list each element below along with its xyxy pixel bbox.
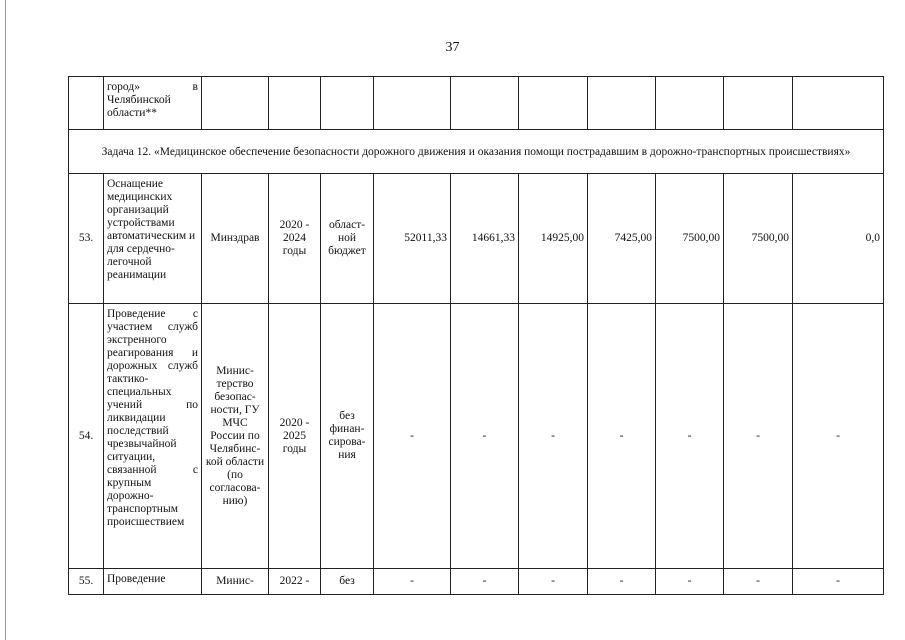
cell-source: без финан-сирова-ния xyxy=(321,304,374,569)
cell-value: - xyxy=(374,304,451,569)
cell-value xyxy=(793,77,884,130)
cell-source: без xyxy=(321,569,374,595)
cell-value: 7500,00 xyxy=(656,174,724,304)
cell-value: - xyxy=(724,569,793,595)
cell-value: - xyxy=(793,304,884,569)
cell-value: - xyxy=(656,304,724,569)
cell-executor: Минздрав xyxy=(202,174,269,304)
cell-value xyxy=(519,77,588,130)
cell-description: город» в Челябинской области** xyxy=(104,77,202,130)
page-margin-line xyxy=(5,0,6,640)
cell-description: Проведение с участием служб экстренного реагирования и дорожных служб тактико-специальных учений по ликвидации последствий чрезвычайной ситуации, связанной с крупным дорожно-транспортным происшествием xyxy=(104,304,202,569)
cell-value: 0,0 xyxy=(793,174,884,304)
cell-value xyxy=(374,77,451,130)
cell-value: 14661,33 xyxy=(451,174,519,304)
cell-description: Проведение xyxy=(104,569,202,595)
cell-value xyxy=(451,77,519,130)
task-heading: Задача 12. «Медицинское обеспечение безопасности дорожного движения и оказания помощи пострадавшим в дорожно-транспортных происшествиях» xyxy=(69,130,884,174)
cell-value: - xyxy=(519,304,588,569)
cell-executor: Минис- xyxy=(202,569,269,595)
table-row xyxy=(69,569,884,595)
cell-value: - xyxy=(519,569,588,595)
cell-num: 53. xyxy=(69,174,104,304)
cell-source: област-ной бюджет xyxy=(321,174,374,304)
cell-value: - xyxy=(588,304,656,569)
cell-period: 2020 - 2025 годы xyxy=(269,304,321,569)
cell-value xyxy=(724,77,793,130)
table-row xyxy=(69,304,884,569)
cell-executor xyxy=(202,77,269,130)
cell-value: - xyxy=(451,569,519,595)
page-number: 37 xyxy=(445,40,460,55)
cell-value: - xyxy=(724,304,793,569)
cell-value: 7500,00 xyxy=(724,174,793,304)
cell-value: - xyxy=(793,569,884,595)
cell-value: 7425,00 xyxy=(588,174,656,304)
cell-period: 2020 - 2024 годы xyxy=(269,174,321,304)
table-row xyxy=(69,174,884,304)
cell-description: Оснащение медицинских организаций устройствами автоматическим и для сердечно-легочной реанимации xyxy=(104,174,202,304)
cell-value: - xyxy=(374,569,451,595)
cell-period: 2022 - xyxy=(269,569,321,595)
cell-value xyxy=(588,77,656,130)
task-row xyxy=(69,130,884,174)
program-table xyxy=(68,76,884,595)
cell-value: - xyxy=(588,569,656,595)
cell-value: 52011,33 xyxy=(374,174,451,304)
cell-num xyxy=(69,77,104,130)
cell-executor: Минис-терство безопас-ности, ГУ МЧС России по Челябинс-кой области (по согласова-нию) xyxy=(202,304,269,569)
cell-num: 55. xyxy=(69,569,104,595)
cell-value xyxy=(656,77,724,130)
cell-num: 54. xyxy=(69,304,104,569)
cell-source xyxy=(321,77,374,130)
cell-value: 14925,00 xyxy=(519,174,588,304)
table-row-continuation xyxy=(69,77,884,130)
cell-value: - xyxy=(656,569,724,595)
cell-period xyxy=(269,77,321,130)
cell-value: - xyxy=(451,304,519,569)
